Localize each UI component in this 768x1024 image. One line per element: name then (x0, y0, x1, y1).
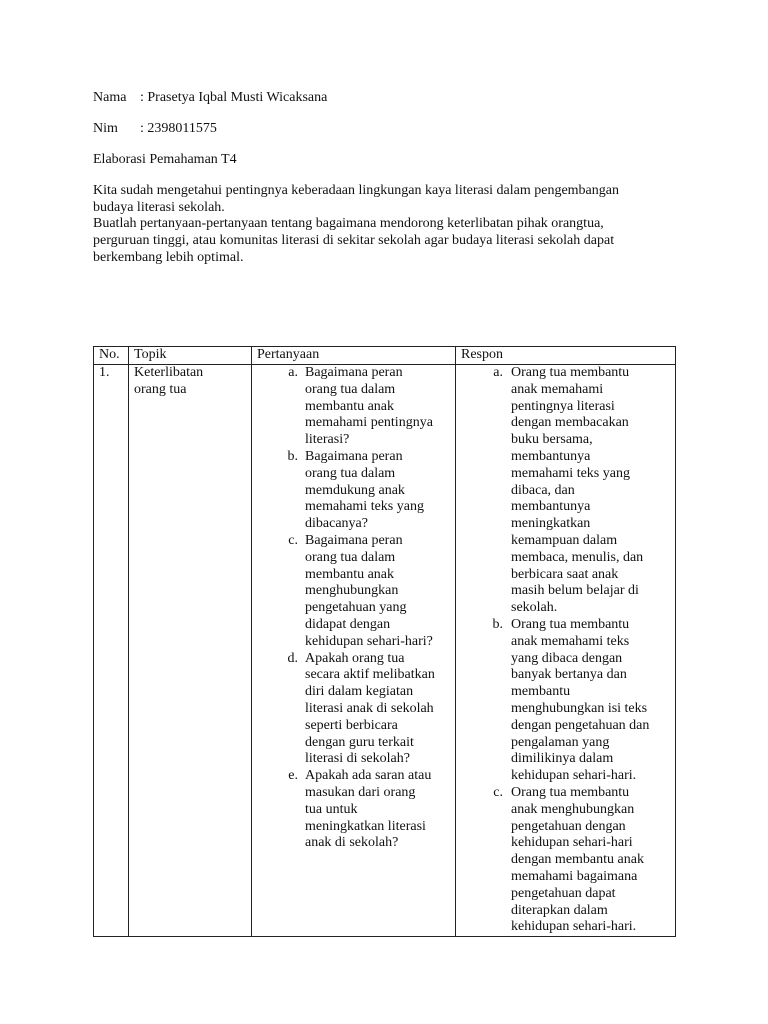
list-item-line: Bagaimana peran (305, 448, 403, 464)
list-item-line: pengetahuan yang (305, 600, 407, 616)
header-no: No. (94, 347, 129, 365)
list-item-line: pentingnya literasi (511, 398, 615, 414)
nim-label: Nim (93, 121, 118, 136)
list-item-line: buku bersama, (511, 432, 593, 448)
list-marker: e. (288, 768, 298, 784)
list-item-line: sekolah. (511, 600, 558, 616)
list-item-line: memahami teks yang (305, 499, 424, 515)
name-value: : Prasetya Iqbal Musti Wicaksana (140, 90, 328, 105)
list-item-line: seperti berbicara (305, 717, 398, 733)
list-item-line: secara aktif melibatkan (305, 667, 435, 683)
list-item-line: anak di sekolah? (305, 835, 399, 851)
list-item-line: dibaca, dan (511, 482, 575, 498)
list-item-line: menghubungkan (305, 583, 399, 599)
list-item-line: meningkatkan (511, 516, 591, 532)
list-item-line: literasi anak di sekolah (305, 700, 434, 716)
list-item-line: berbicara saat anak (511, 566, 619, 582)
question-list (257, 365, 455, 852)
question-item (257, 651, 455, 769)
list-item-line: anak memahami (511, 381, 604, 397)
table-row (94, 365, 676, 937)
intro-line: budaya literasi sekolah. (93, 199, 225, 215)
list-marker: b. (287, 448, 298, 464)
list-item-line: orang tua dalam (305, 549, 396, 565)
list-item-line: membaca, menulis, dan (511, 549, 644, 565)
list-item-line: memahami bagaimana (511, 868, 638, 884)
list-item-line: orang tua dalam (305, 465, 396, 481)
list-item-line: kemampuan dalam (511, 532, 618, 548)
list-item-line: dengan membacakan (511, 415, 629, 431)
header-respon: Respon (456, 347, 676, 365)
list-item-line: memahami pentingnya (305, 415, 433, 431)
list-item-line: Bagaimana peran (305, 532, 403, 548)
header-pertanyaan: Pertanyaan (252, 347, 456, 365)
list-item-line: literasi di sekolah? (305, 751, 410, 767)
list-item-line: Bagaimana peran (305, 365, 403, 380)
question-item (257, 533, 455, 651)
nim-value: : 2398011575 (140, 121, 217, 136)
list-item-line: membantu (511, 684, 571, 700)
response-list (461, 365, 675, 936)
list-item-line: Orang tua membantu (511, 616, 630, 632)
list-marker: a. (493, 365, 503, 380)
table-header-row (94, 347, 676, 365)
list-item-line: masukan dari orang (305, 784, 416, 800)
list-item-line: diterapkan dalam (511, 902, 608, 918)
list-item-line: kehidupan sehari-hari. (511, 919, 637, 935)
list-item-line: anak memahami teks (511, 633, 630, 649)
question-item (257, 365, 455, 449)
intro-line: berkembang lebih optimal. (93, 249, 244, 265)
list-item-line: kehidupan sehari-hari? (305, 633, 433, 649)
response-item (461, 617, 675, 785)
question-item (257, 768, 455, 852)
list-item-line: didapat dengan (305, 616, 391, 632)
intro-line: Buatlah pertanyaan-pertanyaan tentang bagaimana mendorong keterlibatan pihak orangtua, (93, 216, 604, 232)
list-item-line: dimilikinya dalam (511, 751, 614, 767)
list-item-line: dengan membantu anak (511, 852, 644, 868)
list-marker: d. (287, 650, 298, 666)
response-item (461, 365, 675, 617)
list-item-line: kehidupan sehari-hari. (511, 768, 637, 784)
name-label: Nama (93, 90, 127, 105)
list-item-line: anak menghubungkan (511, 801, 635, 817)
document-title: Elaborasi Pemahaman T4 (93, 152, 237, 167)
list-item-line: memdukung anak (305, 482, 405, 498)
list-item-line: literasi? (305, 432, 350, 448)
list-item-line: tua untuk (305, 801, 358, 817)
list-item-line: memahami teks yang (511, 465, 630, 481)
list-item-line: Orang tua membantu (511, 365, 630, 380)
list-item-line: dibacanya? (305, 516, 368, 532)
intro-paragraph (93, 183, 693, 267)
response-item (461, 785, 675, 936)
list-item-line: dengan guru terkait (305, 734, 414, 750)
list-item-line: meningkatkan literasi (305, 818, 426, 834)
list-item-line: menghubungkan isi teks (511, 700, 648, 716)
list-item-line: membantu anak (305, 398, 395, 414)
question-item (257, 449, 455, 533)
list-marker: b. (492, 616, 503, 632)
topik-line: orang tua (134, 381, 187, 397)
intro-line: perguruan tinggi, atau komunitas literasi di sekitar sekolah agar budaya literasi sekolah dapat (93, 233, 615, 249)
list-item-line: membantu anak (305, 566, 395, 582)
topik-line: Keterlibatan (134, 365, 204, 380)
list-marker: a. (288, 365, 298, 380)
list-item-line: pengalaman yang (511, 734, 610, 750)
list-item-line: Apakah orang tua (305, 650, 405, 666)
list-marker: c. (493, 784, 503, 800)
list-item-line: pengetahuan dengan (511, 818, 626, 834)
list-item-line: dengan pengetahuan dan (511, 717, 650, 733)
row-pertanyaan (252, 365, 456, 937)
row-respon (456, 365, 676, 937)
list-item-line: Apakah ada saran atau (305, 768, 432, 784)
row-topik (129, 365, 252, 937)
list-item-line: yang dibaca dengan (511, 650, 623, 666)
list-item-line: pengetahuan dapat (511, 885, 616, 901)
list-item-line: membantunya (511, 448, 591, 464)
list-marker: c. (288, 532, 298, 548)
list-item-line: membantunya (511, 499, 591, 515)
header-topik: Topik (129, 347, 252, 365)
student-name-line (93, 89, 327, 106)
list-item-line: banyak bertanya dan (511, 667, 627, 683)
row-number: 1. (94, 365, 129, 937)
elaboration-table (93, 346, 676, 937)
student-nim-line (93, 120, 217, 137)
list-item-line: Orang tua membantu (511, 784, 630, 800)
list-item-line: orang tua dalam (305, 381, 396, 397)
list-item-line: diri dalam kegiatan (305, 684, 414, 700)
list-item-line: masih belum belajar di (511, 583, 639, 599)
intro-line: Kita sudah mengetahui pentingnya keberadaan lingkungan kaya literasi dalam pengembangan (93, 183, 619, 198)
list-item-line: kehidupan sehari-hari (511, 835, 633, 851)
